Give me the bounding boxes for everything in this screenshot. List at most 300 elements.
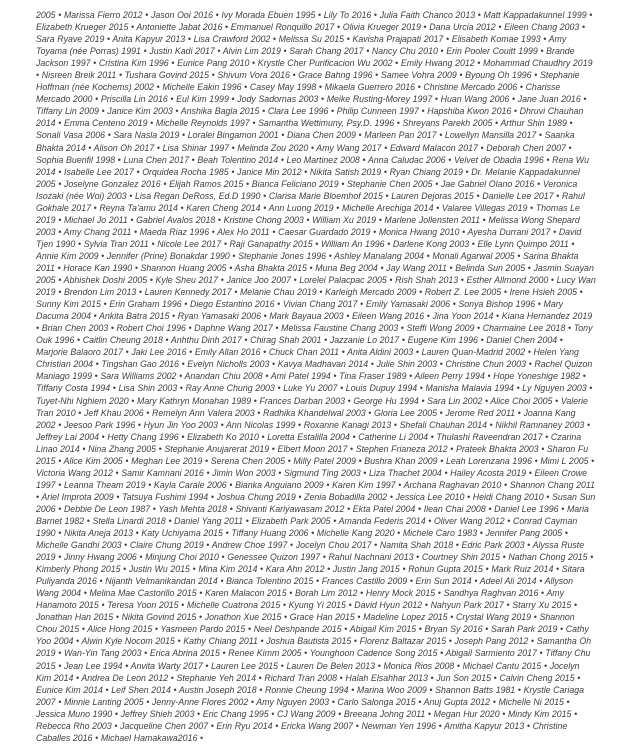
list-item: Nina Zhang 2005 bbox=[88, 443, 157, 454]
bullet-separator: • bbox=[513, 383, 523, 394]
bullet-separator: • bbox=[562, 528, 568, 539]
bullet-separator: • bbox=[81, 588, 90, 599]
list-item: Ronnie Cheung 1994 bbox=[264, 684, 349, 695]
list-item: Jacqueline Chen 2007 bbox=[120, 720, 209, 731]
bullet-separator: • bbox=[55, 660, 64, 671]
bullet-separator: • bbox=[450, 299, 459, 310]
list-item: Catherine Li 2004 bbox=[358, 431, 429, 442]
bullet-separator: • bbox=[131, 226, 140, 237]
bullet-separator: • bbox=[214, 46, 223, 57]
list-item: Shivanti Kariyawasam 2012 bbox=[235, 503, 345, 514]
list-item: Jessica Lee 2010 bbox=[395, 491, 465, 502]
list-item: Andrea De Leon 2012 bbox=[81, 672, 169, 683]
bullet-separator: • bbox=[482, 624, 491, 635]
bullet-separator: • bbox=[415, 82, 424, 93]
list-item: Christine Caballes 2016 bbox=[36, 720, 568, 743]
list-item: Adeel Ali 2014 bbox=[479, 576, 537, 587]
bullet-separator: • bbox=[534, 178, 543, 189]
list-item: Remelyn Ann Valera 2003 bbox=[152, 407, 255, 418]
bullet-separator: • bbox=[203, 467, 213, 478]
bullet-separator: • bbox=[217, 419, 226, 430]
bullet-separator: • bbox=[108, 323, 117, 334]
list-item: Conrad Cayman 1990 bbox=[36, 515, 578, 539]
bullet-separator: • bbox=[382, 190, 392, 201]
bullet-separator: • bbox=[55, 528, 64, 539]
list-item: Clara Lee 1996 bbox=[267, 106, 329, 117]
bullet-separator: • bbox=[248, 696, 257, 707]
list-item: Jennifer Pang 2005 bbox=[485, 528, 563, 539]
list-item: Saanka Bhakta 2014 bbox=[36, 130, 575, 153]
bullet-separator: • bbox=[355, 455, 365, 466]
bullet-separator: • bbox=[482, 395, 491, 406]
bullet-separator: • bbox=[334, 22, 343, 33]
bullet-separator: • bbox=[490, 696, 499, 707]
bullet-separator: • bbox=[376, 214, 385, 225]
list-item: Arthur Shin 1989 bbox=[500, 118, 567, 129]
bullet-separator: • bbox=[36, 70, 42, 81]
list-item: Amy Nguyen 2003 bbox=[256, 696, 330, 707]
bullet-separator: • bbox=[395, 479, 404, 490]
list-item: Jeesoo Park 1996 bbox=[63, 419, 136, 430]
bullet-separator: • bbox=[437, 46, 447, 57]
list-item: Charmaine Lee 2018 bbox=[482, 323, 566, 334]
bullet-separator: • bbox=[154, 142, 163, 153]
list-item: Liza Thachet 2004 bbox=[369, 467, 442, 478]
list-item: Brande Jackson 1997 bbox=[36, 46, 575, 69]
bullet-separator: • bbox=[308, 142, 317, 153]
list-item: Jocelyn Kim 2014 bbox=[36, 660, 580, 683]
bullet-separator: • bbox=[536, 648, 546, 659]
list-item: Abigail Kim 2015 bbox=[349, 624, 417, 635]
bullet-separator: • bbox=[143, 407, 152, 418]
list-item: Joshua Bautista 2015 bbox=[266, 636, 352, 647]
bullet-separator: • bbox=[301, 648, 310, 659]
bullet-separator: • bbox=[280, 46, 290, 57]
bullet-separator: • bbox=[258, 431, 268, 442]
list-item: Michelle Gandhi 2003 bbox=[36, 540, 122, 551]
bullet-separator: • bbox=[168, 58, 178, 69]
list-item: Monica Rios 2008 bbox=[383, 660, 455, 671]
bullet-separator: • bbox=[394, 528, 403, 539]
list-item: Mark Ruiz 2014 bbox=[491, 564, 554, 575]
bullet-separator: • bbox=[330, 371, 340, 382]
bullet-separator: • bbox=[517, 82, 526, 93]
list-item: Tiffany Huang 2006 bbox=[231, 528, 309, 539]
bullet-separator: • bbox=[558, 503, 567, 514]
list-item: Chuck Chan 2011 bbox=[268, 347, 340, 358]
list-item: Ilean Chai 2008 bbox=[423, 503, 486, 514]
bullet-separator: • bbox=[90, 58, 99, 69]
list-item: Karen Kim 1997 bbox=[332, 479, 396, 490]
list-item: Krystle Cher Purificacion Wu 2002 bbox=[257, 58, 393, 69]
bullet-separator: • bbox=[98, 106, 108, 117]
bullet-separator: • bbox=[543, 154, 553, 165]
bullet-separator: • bbox=[280, 600, 289, 611]
list-item: Dhruvi Chauhan 2014 bbox=[36, 106, 584, 129]
list-item: David Tjen 1990 bbox=[36, 226, 582, 249]
bullet-separator: • bbox=[433, 202, 442, 213]
bullet-separator: • bbox=[437, 455, 446, 466]
list-item: Robert Choi 1996 bbox=[116, 323, 186, 334]
list-item: Shannon Chang 2011 bbox=[509, 479, 596, 490]
bullet-separator: • bbox=[525, 262, 534, 273]
bullet-separator: • bbox=[413, 552, 422, 563]
list-item: Nikita Govind 2015 bbox=[121, 612, 197, 623]
bullet-separator: • bbox=[55, 287, 64, 298]
list-item: Emily Hwang 2012 bbox=[400, 58, 475, 69]
bullet-separator: • bbox=[398, 323, 407, 334]
bullet-separator: • bbox=[528, 636, 537, 647]
list-item: Erin Sun 2014 bbox=[415, 576, 472, 587]
list-item: Jasmin Suayan 2005 bbox=[36, 262, 594, 286]
list-item: Jina Yoon 2014 bbox=[432, 311, 494, 322]
bullet-separator: • bbox=[588, 455, 595, 466]
bullet-separator: • bbox=[586, 383, 593, 394]
list-item: Meghan Lee 2019 bbox=[131, 455, 203, 466]
bullet-separator: • bbox=[269, 359, 278, 370]
bullet-separator: • bbox=[122, 660, 131, 671]
list-item: Claire Chung 2019 bbox=[129, 540, 204, 551]
list-item: Czarina Linao 2014 bbox=[36, 431, 582, 454]
bullet-separator: • bbox=[571, 600, 578, 611]
bullet-separator: • bbox=[269, 443, 278, 454]
list-item: Rahul Nachnani 2013 bbox=[328, 552, 414, 563]
bullet-separator: • bbox=[141, 648, 150, 659]
list-item: Mary Kathryn Monahan 1989 bbox=[137, 395, 252, 406]
list-item: Emma Centeno 2019 bbox=[63, 118, 148, 129]
bullet-separator: • bbox=[147, 118, 156, 129]
bullet-separator: • bbox=[464, 491, 473, 502]
list-item: Muna Beg 2004 bbox=[315, 262, 378, 273]
bullet-separator: • bbox=[226, 479, 236, 490]
bullet-separator: • bbox=[140, 46, 150, 57]
list-item: Alyssa Ruste 2019 bbox=[36, 540, 585, 563]
bullet-separator: • bbox=[55, 118, 64, 129]
bullet-separator: • bbox=[359, 154, 368, 165]
list-item: Anvita Warty 2017 bbox=[130, 660, 203, 671]
bullet-separator: • bbox=[112, 467, 122, 478]
list-item: Diego Estantino 2016 bbox=[189, 299, 275, 310]
list-item: Loretta Estalilla 2004 bbox=[267, 431, 350, 442]
list-item: Michelle Eakin 1996 bbox=[162, 82, 242, 93]
list-item: Victoria Wang 2012 bbox=[36, 467, 113, 478]
list-item: Amanda Federis 2014 bbox=[338, 515, 426, 526]
bullet-separator: • bbox=[208, 720, 217, 731]
bullet-separator: • bbox=[337, 383, 346, 394]
list-item: Sitara Puliyanda 2016 bbox=[36, 564, 585, 587]
list-item: Sara Nasla 2019 bbox=[113, 130, 180, 141]
bullet-separator: • bbox=[226, 262, 235, 273]
list-item: Thulashi Raveendran 2017 bbox=[436, 431, 543, 442]
list-item: Loralei Bingamon 2001 bbox=[187, 130, 279, 141]
bullet-separator: • bbox=[371, 540, 380, 551]
list-item: Mindy Kim 2015 bbox=[507, 708, 572, 719]
bullet-separator: • bbox=[120, 564, 129, 575]
bullet-separator: • bbox=[428, 431, 437, 442]
list-item: Teresa Yoon 2015 bbox=[107, 600, 179, 611]
list-item: Crystal Wang 2019 bbox=[456, 612, 532, 623]
list-item: Kyle Sheu 2017 bbox=[155, 275, 219, 286]
bullet-separator: • bbox=[357, 588, 366, 599]
list-item: Halah Elsahhar 2013 bbox=[345, 672, 428, 683]
list-item: Dr. Melanie Kappadakunnel 2005 bbox=[36, 166, 580, 189]
bullet-separator: • bbox=[219, 648, 229, 659]
list-item: Jun Son 2015 bbox=[436, 672, 491, 683]
bullet-separator: • bbox=[227, 503, 236, 514]
bullet-separator: • bbox=[426, 684, 436, 695]
list-item: Byoung Oh 1996 bbox=[465, 70, 532, 81]
bullet-separator: • bbox=[36, 491, 42, 502]
list-item: Hapshiba Kwon 2016 bbox=[427, 106, 512, 117]
bullet-separator: • bbox=[286, 588, 295, 599]
bullet-separator: • bbox=[580, 94, 587, 105]
list-item: Karen Cheng 2014 bbox=[186, 202, 261, 213]
bullet-separator: • bbox=[278, 660, 287, 671]
list-item: Nikita Aneja 2013 bbox=[63, 528, 133, 539]
bullet-separator: • bbox=[328, 106, 337, 117]
bullet-separator: • bbox=[422, 600, 431, 611]
list-item: Thomas Le 2019 bbox=[36, 202, 580, 225]
list-item: Valerie Tran 2010 bbox=[36, 395, 588, 418]
bullet-separator: • bbox=[126, 190, 135, 201]
list-item: Calvin Cheng 2015 bbox=[499, 672, 575, 683]
list-item: Shivum Vora 2016 bbox=[217, 70, 290, 81]
list-item: Jimin Won 2003 bbox=[212, 467, 276, 478]
bullet-separator: • bbox=[515, 684, 524, 695]
list-item: Jason Ooi 2016 bbox=[150, 10, 213, 20]
bullet-separator: • bbox=[249, 58, 258, 69]
bullet-separator: • bbox=[425, 515, 434, 526]
list-item: Joanna Kang 2002 bbox=[36, 407, 576, 430]
list-item: Minnie Lanting 2005 bbox=[63, 696, 144, 707]
bullet-separator: • bbox=[485, 503, 495, 514]
list-item: Florenz Baltazar 2015 bbox=[359, 636, 447, 647]
bullet-separator: • bbox=[454, 660, 463, 671]
bullet-separator: • bbox=[241, 82, 250, 93]
bullet-separator: • bbox=[417, 383, 426, 394]
list-item: Lauren De Belen 2013 bbox=[286, 660, 376, 671]
bullet-separator: • bbox=[178, 600, 187, 611]
list-item: Emily Allan 2016 bbox=[194, 347, 261, 358]
bullet-separator: • bbox=[399, 335, 408, 346]
bullet-separator: • bbox=[499, 708, 508, 719]
bullet-separator: • bbox=[579, 22, 586, 33]
bullet-separator: • bbox=[176, 371, 185, 382]
list-item: Jerome Red 2011 bbox=[445, 407, 516, 418]
list-item: Lauren Lee 2015 bbox=[211, 660, 279, 671]
list-item: Philip Cunneen 1997 bbox=[336, 106, 419, 117]
list-item: Ly Nguyen 2003 bbox=[522, 383, 587, 394]
bullet-separator: • bbox=[492, 118, 501, 129]
bullet-separator: • bbox=[147, 275, 156, 286]
list-item: Lisa Regan DeRoss, Ed.D 1990 bbox=[134, 190, 261, 201]
bullet-separator: • bbox=[425, 708, 434, 719]
list-item: Janice Min 2012 bbox=[237, 166, 302, 177]
list-item: Caesar Guardado 2019 bbox=[278, 226, 371, 237]
list-item: Amitha Kapyur 2013 bbox=[444, 720, 525, 731]
bullet-separator: • bbox=[360, 467, 370, 478]
list-item: Frances Darban 2003 bbox=[259, 395, 345, 406]
bullet-separator: • bbox=[90, 311, 100, 322]
bullet-separator: • bbox=[335, 708, 344, 719]
bullet-separator: • bbox=[500, 552, 509, 563]
bullet-separator: • bbox=[73, 636, 82, 647]
bullet-separator: • bbox=[274, 299, 283, 310]
list-item: Mikaela Guerrero 2016 bbox=[324, 82, 416, 93]
bullet-separator: • bbox=[541, 660, 550, 671]
list-item: Stella Linardi 2018 bbox=[92, 515, 166, 526]
list-item: Huan Wang 2006 bbox=[440, 94, 510, 105]
bullet-separator: • bbox=[321, 335, 330, 346]
list-item: Brian Chen 2003 bbox=[41, 323, 109, 334]
list-item: William An 1996 bbox=[320, 238, 385, 249]
list-item: Stephanie Hoffman (née Kochems) 2002 bbox=[36, 70, 580, 93]
bullet-separator: • bbox=[132, 262, 141, 273]
list-item: Justin Kadi 2017 bbox=[149, 46, 215, 57]
bullet-separator: • bbox=[54, 262, 64, 273]
bullet-separator: • bbox=[112, 708, 121, 719]
bullet-separator: • bbox=[315, 10, 324, 20]
list-item: Rachel Quizon Maniago 1999 bbox=[36, 359, 593, 382]
bullet-separator: • bbox=[548, 275, 557, 286]
bullet-separator: • bbox=[185, 34, 194, 45]
bullet-separator: • bbox=[272, 720, 281, 731]
list-item: Nathan Chong 2015 bbox=[508, 552, 588, 563]
bullet-separator: • bbox=[437, 648, 446, 659]
bullet-separator: • bbox=[55, 226, 64, 237]
bullet-separator: • bbox=[289, 70, 299, 81]
bullet-separator: • bbox=[504, 515, 513, 526]
bullet-separator: • bbox=[343, 311, 352, 322]
bullet-separator: • bbox=[347, 443, 356, 454]
list-item: Nicole Lee 2017 bbox=[157, 238, 222, 249]
list-item: Tina Fraser 1989 bbox=[339, 371, 407, 382]
bullet-separator: • bbox=[377, 262, 387, 273]
list-item: Amy Wang 2017 bbox=[316, 142, 382, 153]
bullet-separator: • bbox=[501, 287, 510, 298]
list-item: Breeana Johng 2011 bbox=[343, 708, 426, 719]
list-item: Sharon Fu 2015 bbox=[36, 443, 589, 466]
list-item: Belinda Sun 2005 bbox=[455, 262, 526, 273]
list-item: Henry Mock 2015 bbox=[365, 588, 436, 599]
list-item: Christine Chun 2003 bbox=[445, 359, 527, 370]
bullet-separator: • bbox=[92, 732, 101, 743]
list-item: Melanie Chau 2019 bbox=[239, 287, 317, 298]
bullet-separator: • bbox=[368, 359, 377, 370]
bullet-separator: • bbox=[487, 419, 496, 430]
bullet-separator: • bbox=[218, 275, 227, 286]
bullet-separator: • bbox=[116, 70, 125, 81]
list-item: Darlene Kong 2003 bbox=[392, 238, 470, 249]
bullet-separator: • bbox=[437, 407, 446, 418]
bullet-separator: • bbox=[132, 528, 142, 539]
list-item: Nijanth Velmanikandan 2014 bbox=[105, 576, 218, 587]
bullet-separator: • bbox=[275, 467, 285, 478]
bullet-separator: • bbox=[348, 684, 357, 695]
list-item: Andrew Choe 1997 bbox=[211, 540, 288, 551]
list-item: Michelle Arechiga 2014 bbox=[341, 202, 434, 213]
bullet-separator: • bbox=[587, 552, 594, 563]
list-item: Vivian Chang 2017 bbox=[282, 299, 358, 310]
list-item: Ryan Chiang 2019 bbox=[389, 166, 463, 177]
bullet-separator: • bbox=[194, 708, 203, 719]
list-item: Michael Hamakawa2016 bbox=[100, 732, 198, 743]
list-item: Ami Patel 1994 bbox=[270, 371, 331, 382]
list-item: Jonathan Han 2015 bbox=[36, 612, 114, 623]
bullet-separator: • bbox=[531, 612, 540, 623]
list-item: Luke Yu 2007 bbox=[283, 383, 338, 394]
bullet-separator: • bbox=[260, 347, 269, 358]
bullet-separator: • bbox=[306, 262, 316, 273]
list-item: Hope Yoneshige 1982 bbox=[493, 371, 581, 382]
list-item: Minjung Choi 2010 bbox=[145, 552, 219, 563]
list-item: Reyna Ta'amu 2014 bbox=[99, 202, 178, 213]
bullet-separator: • bbox=[536, 130, 545, 141]
bullet-separator: • bbox=[98, 600, 108, 611]
bullet-separator: • bbox=[477, 528, 486, 539]
bullet-separator: • bbox=[338, 178, 348, 189]
list-item: Charisse Mercado 2000 bbox=[36, 82, 561, 105]
bullet-separator: • bbox=[172, 106, 181, 117]
list-item: Roxanne Kanagi 2013 bbox=[303, 419, 392, 430]
list-item: Isabelle Lee 2017 bbox=[63, 166, 134, 177]
bullet-separator: • bbox=[344, 503, 353, 514]
list-item: Melissa Wong Shepard 2003 bbox=[36, 214, 580, 237]
list-item: Kavya Madhavan 2014 bbox=[277, 359, 369, 370]
list-item: Ekta Patel 2004 bbox=[352, 503, 416, 514]
list-item: Edward Malacon 2017 bbox=[389, 142, 478, 153]
bullet-separator: • bbox=[323, 479, 333, 490]
list-item: Evelyn Nicholls 2003 bbox=[187, 359, 270, 370]
list-item: Lowellyn Mansilla 2017 bbox=[444, 130, 537, 141]
bullet-separator: • bbox=[354, 612, 364, 623]
list-item: Radhika Khandelwal 2003 bbox=[263, 407, 366, 418]
bullet-separator: • bbox=[121, 540, 130, 551]
bullet-separator: • bbox=[91, 371, 101, 382]
list-item: Tiffany Chu 2015 bbox=[36, 648, 591, 671]
list-item: Bianka Anguiano 2009 bbox=[235, 479, 324, 490]
list-item: Kristine Chong 2003 bbox=[223, 214, 304, 225]
list-item: Chirag Shah 2001 bbox=[250, 335, 322, 346]
bullet-separator: • bbox=[341, 624, 350, 635]
bullet-separator: • bbox=[189, 564, 199, 575]
list-item: Nikhil Ramnaney 2003 bbox=[495, 419, 585, 430]
list-item: Danielle Lee 2017 bbox=[482, 190, 554, 201]
bullet-separator: • bbox=[552, 395, 561, 406]
list-item: Elizabeth Krueger 2015 bbox=[36, 22, 129, 33]
bullet-separator: • bbox=[262, 371, 271, 382]
bullet-separator: • bbox=[427, 672, 437, 683]
list-item: Nikita Satish 2019 bbox=[309, 166, 382, 177]
list-item: Jeffrey Shieh 2003 bbox=[120, 708, 195, 719]
list-item: Younghoon Cadence Song 2015 bbox=[309, 648, 438, 659]
list-item: Emmanuel Ronquillo 2017 bbox=[230, 22, 335, 33]
bullet-separator: • bbox=[287, 540, 296, 551]
bullet-separator: • bbox=[55, 275, 64, 286]
bullet-separator: • bbox=[446, 636, 455, 647]
list-item: Monica Hwang 2010 bbox=[378, 226, 460, 237]
list-item: Stephen Frianeza 2012 bbox=[355, 443, 448, 454]
list-item: Eileen Wang 2016 bbox=[351, 311, 425, 322]
list-item: Aileen Perry 1994 bbox=[414, 371, 485, 382]
list-item: Carlo Salonga 2015 bbox=[337, 696, 416, 707]
list-item: Debbie De Leon 1987 bbox=[63, 503, 151, 514]
list-item: Jody Sadornas 2003 bbox=[237, 94, 319, 105]
bullet-separator: • bbox=[344, 395, 354, 406]
bullet-separator: • bbox=[511, 106, 520, 117]
list-item: Erica Abrina 2015 bbox=[149, 648, 220, 659]
bullet-separator: • bbox=[143, 696, 152, 707]
